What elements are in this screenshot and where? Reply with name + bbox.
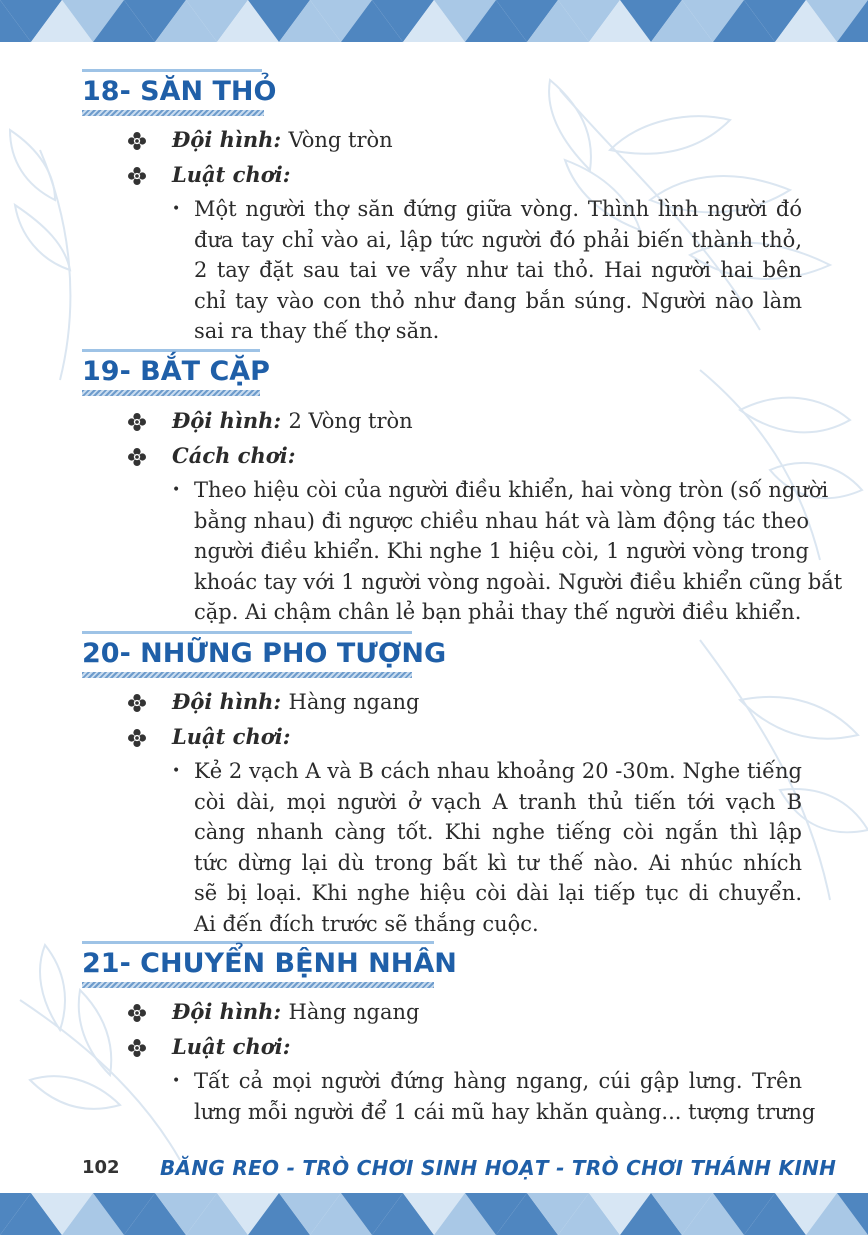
paragraph-line: sẽ bị loại. Khi nghe hiệu còi dài lại tiếp tục di chuyển. xyxy=(194,881,802,905)
dot-bullet-icon: • xyxy=(172,1073,181,1089)
section-title: 20- NHỮNG PHO TƯỢNG xyxy=(82,638,447,669)
flower-bullet-icon xyxy=(128,413,146,431)
paragraph-line: khoác tay với 1 người vòng ngoài. Người điều khiển cũng bắt xyxy=(194,569,843,594)
flower-bullet-icon xyxy=(128,729,146,747)
flower-bullet-icon xyxy=(128,448,146,466)
paragraph-line: Ai đến đích trước sẽ thắng cuộc. xyxy=(194,911,539,936)
paragraph-line: tức dừng lại dù trong bất kì tư thế nào. Ai nhúc nhích xyxy=(194,850,802,875)
running-title: BĂNG REO - TRÒ CHƠI SINH HOẠT - TRÒ CHƠI THÁNH KINH xyxy=(160,1156,837,1180)
section-heading xyxy=(82,634,452,678)
flower-bullet-icon xyxy=(128,694,146,712)
rules-paragraph xyxy=(172,475,843,628)
flower-bullet-icon xyxy=(128,1039,146,1057)
dot-bullet-icon: • xyxy=(172,482,181,498)
paragraph-line: còi dài, mọi người ở vạch A tranh thủ tiến tới vạch B xyxy=(194,789,802,814)
flower-bullet-icon xyxy=(128,167,146,185)
rules-paragraph xyxy=(172,194,802,347)
paragraph-line: Kẻ 2 vạch A và B cách nhau khoảng 20 -30m. Nghe tiếng xyxy=(194,759,802,783)
paragraph-line: Theo hiệu còi của người điều khiển, hai vòng tròn (số người xyxy=(194,478,829,502)
paragraph-line: Một người thợ săn đứng giữa vòng. Thình lình người đó xyxy=(194,197,802,221)
top-triangle-border xyxy=(0,0,868,60)
rules-label: Luật chơi: xyxy=(172,724,291,749)
formation-label: Đội hình: xyxy=(172,999,282,1024)
paragraph-line: đưa tay chỉ vào ai, lập tức người đó phải biến thành thỏ, xyxy=(194,227,802,252)
rules-paragraph xyxy=(172,756,802,939)
dot-bullet-icon: • xyxy=(172,763,181,779)
paragraph-line: 2 tay đặt sau tai ve vẩy như tai thỏ. Hai người hai bên xyxy=(194,258,802,282)
paragraph-line: sai ra thay thế thợ săn. xyxy=(194,319,440,343)
rules-label: Luật chơi: xyxy=(172,1034,291,1059)
rules-paragraph xyxy=(172,1066,816,1127)
section-heading xyxy=(82,352,276,396)
dot-bullet-icon: • xyxy=(172,201,181,217)
bottom-triangle-border xyxy=(0,1175,868,1235)
flower-bullet-icon xyxy=(128,132,146,150)
paragraph-line: Tất cả mọi người đứng hàng ngang, cúi gập lưng. Trên xyxy=(194,1069,802,1093)
section-title: 18- SĂN THỎ xyxy=(82,76,277,107)
formation-label: Đội hình: xyxy=(172,689,282,714)
section-heading xyxy=(82,944,463,988)
rules-label: Luật chơi: xyxy=(172,162,291,187)
formation-value: 2 Vòng tròn xyxy=(288,409,413,433)
paragraph-line: cặp. Ai chậm chân lẻ bạn phải thay thế người điều khiển. xyxy=(194,600,802,624)
paragraph-line: lưng mỗi người để 1 cái mũ hay khăn quàng... tượng trưng xyxy=(194,1099,816,1124)
formation-value: Hàng ngang xyxy=(288,1000,420,1024)
paragraph-line: bằng nhau) đi ngược chiều nhau hát và làm động tác theo xyxy=(194,508,810,533)
page-number: 102 xyxy=(82,1157,120,1178)
paragraph-line: chỉ tay vào con thỏ như đang bắn súng. Người nào làm xyxy=(194,288,802,313)
section-title: 19- BẮT CẶP xyxy=(82,356,270,387)
formation-value: Vòng tròn xyxy=(288,128,393,152)
formation-label: Đội hình: xyxy=(172,127,282,152)
paragraph-line: người điều khiển. Khi nghe 1 hiệu còi, 1 người vòng trong xyxy=(194,539,809,563)
paragraph-line: càng nhanh càng tốt. Khi nghe tiếng còi ngắn thì lập xyxy=(194,820,802,844)
section-title: 21- CHUYỂN BỆNH NHÂN xyxy=(82,948,457,979)
formation-value: Hàng ngang xyxy=(288,690,420,714)
rules-label: Cách chơi: xyxy=(172,443,296,468)
flower-bullet-icon xyxy=(128,1004,146,1022)
formation-label: Đội hình: xyxy=(172,408,282,433)
section-heading xyxy=(82,72,282,116)
